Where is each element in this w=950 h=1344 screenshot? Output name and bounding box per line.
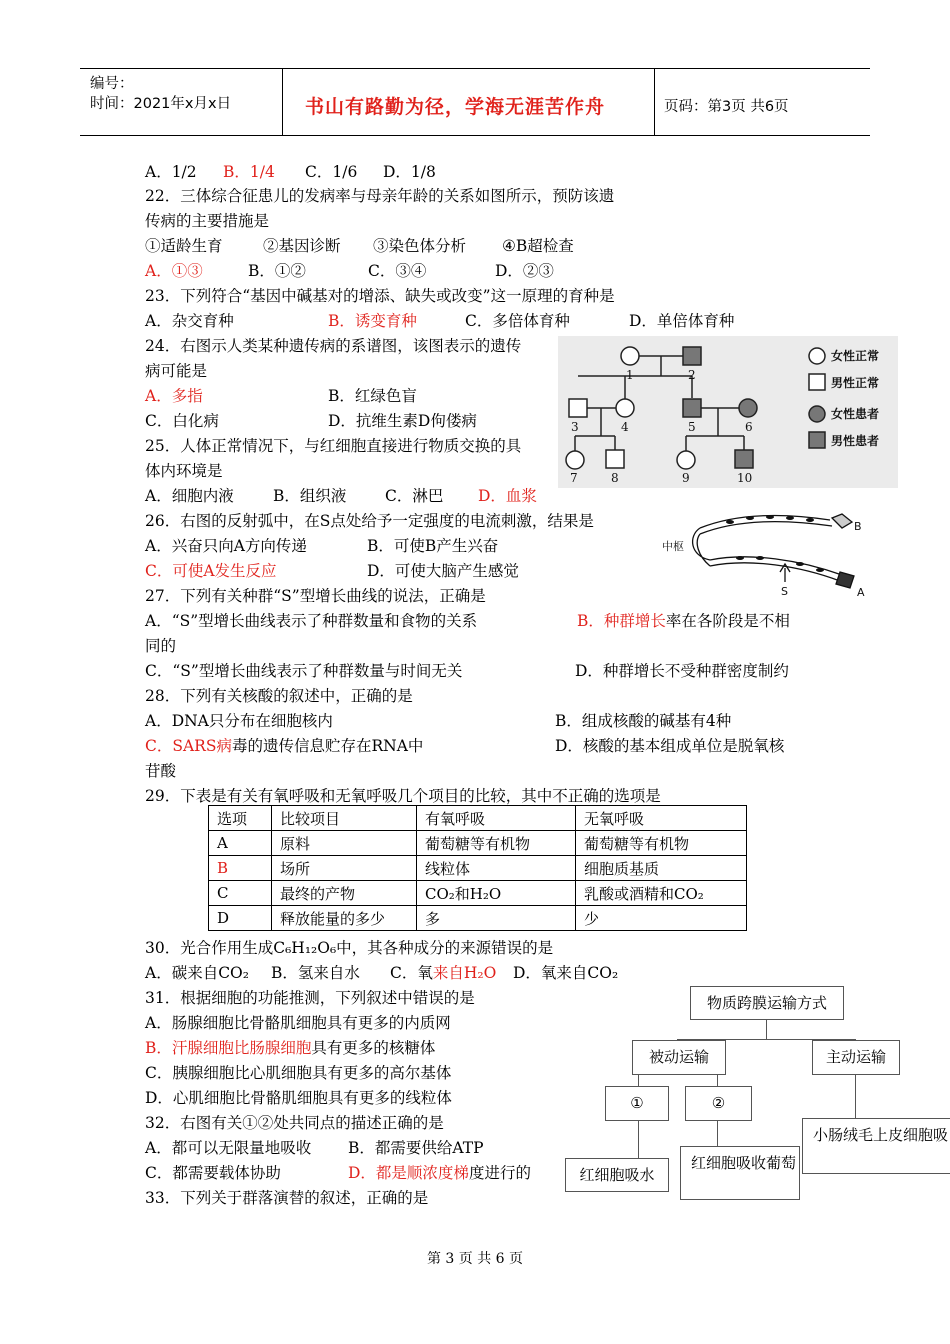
table-cell: B [209, 856, 272, 881]
option-b-text: 具有更多的核糖体 [311, 1039, 436, 1057]
legend-male-affected-icon [809, 432, 825, 448]
option-b-highlight: B．汗腺细胞比肠腺细胞 [145, 1039, 312, 1057]
legend-label: 男性患者 [831, 434, 880, 448]
option-c-text: C．氧 [390, 964, 433, 982]
question-27-d: D．种群增长不受种群密度制约 [575, 662, 789, 680]
option-d: D．1/8 [383, 163, 436, 181]
option-c: C．1/6 [305, 163, 358, 181]
question-24-options-ab [145, 386, 417, 406]
label-center: 中枢 [662, 540, 684, 553]
connector [717, 1120, 718, 1146]
question-31-stem: 31．根据细胞的功能推测，下列叙述中错误的是 [145, 989, 475, 1007]
connector [638, 1120, 639, 1158]
individual-2 [683, 347, 701, 365]
table-cell: 葡萄糖等有机物 [417, 831, 576, 856]
option-a: A．1/2 [145, 163, 197, 181]
individual-3 [569, 399, 587, 417]
individual-number: 6 [745, 420, 753, 434]
question-29-stem: 29．下表是有关有氧呼吸和无氧呼吸几个项目的比较，其中不正确的选项是 [145, 787, 661, 805]
individual-number: 1 [626, 368, 634, 382]
question-24-stem: 24．右图示人类某种遗传病的系谱图，该图表示的遗传 [145, 337, 522, 355]
option-a: A．碳来自CO₂ [145, 964, 249, 982]
header-page-number: 页码：第3页 共6页 [664, 99, 789, 115]
table-cell: 线粒体 [417, 856, 576, 881]
question-31-d: D．心肌细胞比骨骼肌细胞具有更多的线粒体 [145, 1089, 452, 1107]
label-b: B [854, 520, 862, 533]
question-26-options-cd [145, 561, 519, 581]
table-cell: 多 [417, 906, 576, 931]
option-a: A．细胞内液 [145, 487, 234, 505]
option-c: C．③④ [368, 262, 427, 280]
header-divider [282, 68, 283, 135]
table-header: 比较项目 [272, 806, 417, 831]
option-c: C．多倍体育种 [465, 312, 570, 330]
table-header: 有氧呼吸 [417, 806, 576, 831]
table-cell: D [209, 906, 272, 931]
question-28-a: A．DNA只分布在细胞核内 [145, 712, 333, 730]
table-cell: C [209, 881, 272, 906]
table-cell: 少 [576, 906, 747, 931]
effector-b-icon [832, 514, 852, 528]
table-cell: CO₂和H₂O [417, 881, 576, 906]
option-a: A．杂交育种 [145, 312, 234, 330]
item: ③染色体分析 [373, 237, 467, 255]
option-b-highlight: B．种群增长 [577, 612, 666, 630]
option-d [348, 1163, 531, 1183]
individual-7 [566, 451, 584, 469]
individual-number: 4 [621, 420, 629, 434]
header-divider [654, 68, 655, 135]
nerve-fiber-lower [710, 557, 842, 575]
question-32-options-cd [145, 1163, 531, 1183]
connector [855, 1073, 856, 1118]
question-27-c: C．“S”型增长曲线表示了种群数量与时间无关 [145, 662, 463, 680]
option-c: C．白化病 [145, 412, 219, 430]
pedigree-chart [558, 336, 898, 488]
table-row [209, 906, 747, 931]
individual-8 [606, 450, 624, 468]
question-22-options [145, 261, 554, 281]
question-28-b: B．组成核酸的碱基有4种 [555, 712, 732, 730]
question-23-options [145, 311, 735, 331]
question-25-stem: 25．人体正常情况下，与红细胞直接进行物质交换的具 [145, 437, 522, 455]
question-30-options [145, 963, 619, 983]
option-d: D．单倍体育种 [629, 312, 735, 330]
table-cell: 细胞质基质 [576, 856, 747, 881]
option-c-highlight: C．SARS病 [145, 737, 232, 755]
question-27-b-cont: 同的 [145, 637, 177, 655]
individual-number: 7 [570, 471, 578, 485]
connector [766, 1019, 767, 1039]
option-a: A．兴奋只向A方向传递 [145, 537, 307, 555]
table-cell: 场所 [272, 856, 417, 881]
individual-4 [616, 399, 634, 417]
header-motto: 书山有路勤为径，学海无涯苦作舟 [305, 96, 606, 118]
option-c: C．都需要载体协助 [145, 1164, 281, 1182]
option-b: B．组织液 [273, 487, 347, 505]
legend-label: 女性患者 [831, 407, 880, 421]
option-c-highlight: 来自H₂O [432, 964, 497, 982]
option-a: A．多指 [145, 387, 203, 405]
question-24-stem-cont: 病可能是 [145, 362, 208, 380]
connector [717, 1074, 718, 1086]
question-28-c [145, 736, 423, 756]
example-box-intestine: 小肠绒毛上皮细胞吸 [802, 1118, 950, 1174]
legend-female-affected-icon [809, 406, 825, 422]
option-b: B．都需要供给ATP [348, 1139, 484, 1157]
question-23-stem: 23．下列符合“基因中碱基对的增添、缺失或改变”这一原理的育种是 [145, 287, 615, 305]
option-b: B．1/4 [223, 163, 275, 181]
option-d: D．血浆 [478, 487, 537, 505]
individual-10 [735, 450, 753, 468]
example-box-water: 红细胞吸水 [565, 1158, 669, 1192]
option-a: A．①③ [145, 262, 203, 280]
legend-label: 女性正常 [831, 349, 880, 363]
individual-number: 3 [571, 420, 579, 434]
reflex-arc-diagram [660, 500, 875, 600]
question-32-options-ab [145, 1138, 484, 1158]
label-s: S [781, 585, 788, 598]
table-row [209, 881, 747, 906]
individual-6 [739, 399, 757, 417]
table-cell: A [209, 831, 272, 856]
option-b: B．可使B产生兴奋 [367, 537, 499, 555]
option-d: D．②③ [495, 262, 554, 280]
option-c: C．可使A发生反应 [145, 562, 277, 580]
individual-number: 8 [611, 471, 619, 485]
table-cell: 最终的产物 [272, 881, 417, 906]
table-row [209, 831, 747, 856]
table-cell: 原料 [272, 831, 417, 856]
option-d: D．氧来自CO₂ [513, 964, 619, 982]
individual-number: 5 [688, 420, 696, 434]
question-28-stem: 28．下列有关核酸的叙述中，正确的是 [145, 687, 413, 705]
individual-number: 9 [682, 471, 690, 485]
question-31-b [145, 1038, 435, 1058]
table-header: 选项 [209, 806, 272, 831]
receptor-a-icon [836, 572, 854, 588]
question-32-stem: 32．右图有关①②处共同点的描述正确的是 [145, 1114, 444, 1132]
example-box-glucose: 红细胞吸收葡萄 [680, 1146, 800, 1200]
label-a: A [857, 586, 865, 599]
option-b: B．①② [248, 262, 306, 280]
question-22-stem-cont: 传病的主要措施是 [145, 212, 270, 230]
question-33-stem: 33．下列关于群落演替的叙述，正确的是 [145, 1189, 429, 1207]
question-27-stem: 27．下列有关种群“S”型增长曲线的说法，正确是 [145, 587, 486, 605]
placeholder-2-box: ② [685, 1086, 752, 1121]
option-b-text: 率在各阶段是不相 [665, 612, 790, 630]
option-c-text: 毒的遗传信息贮存在RNA中 [231, 737, 424, 755]
legend-male-normal-icon [809, 374, 825, 390]
transport-root-box: 物质跨膜运输方式 [690, 986, 844, 1020]
option-b: B．氢来自水 [271, 964, 360, 982]
question-28-d: D．核酸的基本组成单位是脱氧核 [555, 737, 785, 755]
header-number: 编号： [90, 76, 134, 92]
individual-9 [677, 451, 695, 469]
table-header-row [209, 806, 747, 831]
question-22-stem: 22．三体综合征患儿的发病率与母亲年龄的关系如图所示，预防该遗 [145, 187, 615, 205]
item: ①适龄生育 [145, 237, 223, 255]
question-24-options-cd [145, 411, 477, 431]
question-31-a: A．肠腺细胞比骨骼肌细胞具有更多的内质网 [145, 1014, 451, 1032]
question-22-items [145, 236, 574, 256]
option-d: D．可使大脑产生感觉 [367, 562, 519, 580]
question-30-stem: 30．光合作用生成C₆H₁₂O₆中，其各种成分的来源错误的是 [145, 939, 554, 957]
individual-5 [683, 399, 701, 417]
passive-transport-box: 被动运输 [632, 1040, 726, 1075]
page-footer: 第 3 页 共 6 页 [426, 1251, 524, 1267]
legend-label: 男性正常 [831, 376, 880, 390]
header-time: 时间：2021年x月x日 [90, 96, 232, 112]
option-d: D．抗维生素D佝偻病 [328, 412, 477, 430]
option-d-highlight: D．都是顺浓度梯 [348, 1164, 469, 1182]
item: ④B超检查 [502, 237, 574, 255]
question-25-options [145, 486, 537, 506]
option-b: B．诱变育种 [328, 312, 417, 330]
item: ②基因诊断 [263, 237, 341, 255]
comparison-table [208, 805, 747, 931]
table-cell: 葡萄糖等有机物 [576, 831, 747, 856]
connector [638, 1074, 639, 1086]
question-26-options-ab [145, 536, 499, 556]
question-21-options [145, 162, 436, 182]
question-27-a: A．“S”型增长曲线表示了种群数量和食物的关系 [145, 612, 478, 630]
active-transport-box: 主动运输 [812, 1040, 900, 1075]
question-27-b [577, 611, 790, 631]
option-c: C．淋巴 [385, 487, 444, 505]
nerve-fiber-upper [700, 522, 832, 534]
option-c [390, 963, 496, 983]
table-row [209, 856, 747, 881]
table-header: 无氧呼吸 [576, 806, 747, 831]
placeholder-1-box: ① [605, 1086, 669, 1121]
option-b: B．红绿色盲 [328, 387, 417, 405]
individual-number: 2 [688, 368, 696, 382]
option-d-text: 度进行的 [468, 1164, 531, 1182]
table-cell: 乳酸或酒精和CO₂ [576, 881, 747, 906]
individual-number: 10 [737, 471, 753, 485]
question-26-stem: 26．右图的反射弧中，在S点处给予一定强度的电流刺激，结果是 [145, 512, 594, 530]
option-a: A．都可以无限量地吸收 [145, 1139, 312, 1157]
question-31-c: C．胰腺细胞比心肌细胞具有更多的高尔基体 [145, 1064, 452, 1082]
question-25-stem-cont: 体内环境是 [145, 462, 223, 480]
question-28-d-cont: 苷酸 [145, 762, 177, 780]
legend-female-normal-icon [809, 348, 825, 364]
table-cell: 释放能量的多少 [272, 906, 417, 931]
individual-1 [621, 347, 639, 365]
